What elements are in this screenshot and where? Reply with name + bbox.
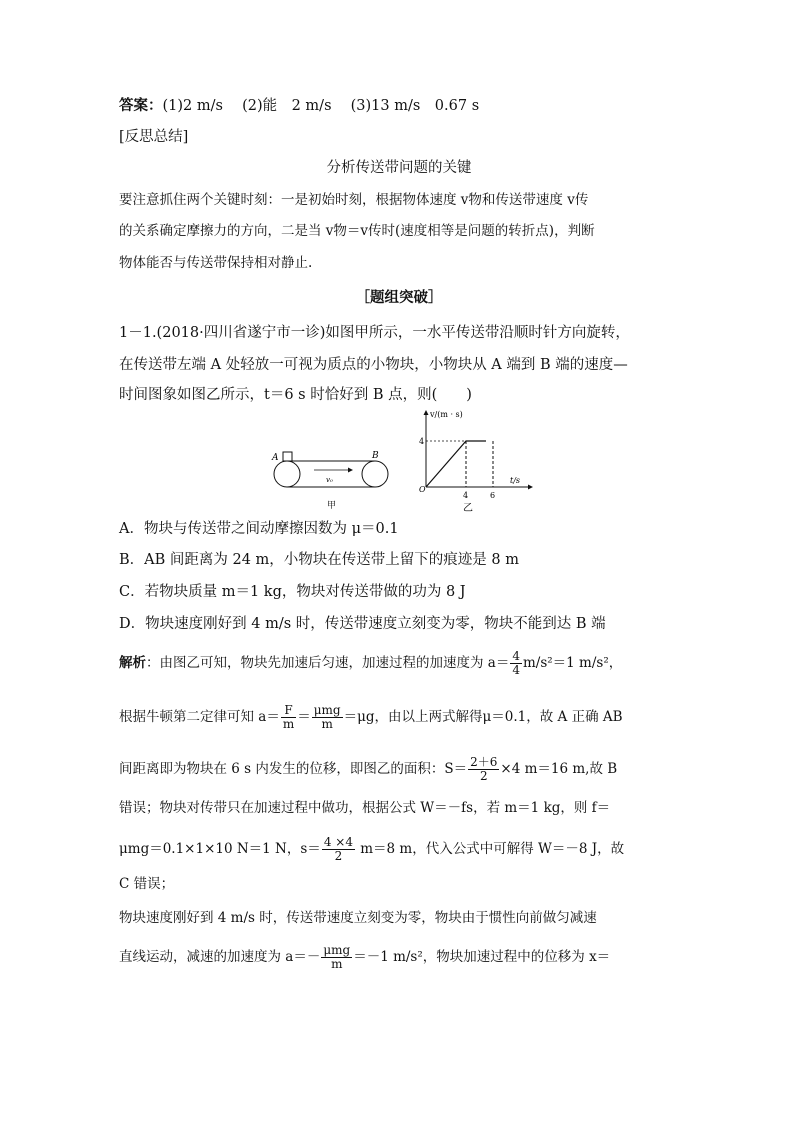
y-axis-label: v/(m · s): [430, 410, 463, 419]
origin-label: O: [419, 485, 426, 494]
frac-den: m: [321, 717, 333, 731]
fraction-f-m: [281, 704, 296, 731]
x-tick-4: 4: [463, 491, 469, 500]
answer-line: [119, 96, 679, 116]
velocity-arrowhead: [348, 468, 353, 473]
reflection-title: 分析传送带问题的关键: [326, 160, 472, 176]
label-a: A: [272, 453, 279, 463]
y-tick-4: 4: [419, 437, 425, 446]
solution-label: 解析: [119, 655, 146, 671]
block: [283, 452, 292, 461]
solution-l8-text: 直线运动，减速的加速度为 a＝－: [119, 949, 321, 965]
label-b: B: [372, 451, 379, 461]
frac-den: 2: [479, 769, 488, 783]
fraction-4-4: [510, 650, 522, 677]
solution-l3-post: ×4 m＝16 m,故 B: [500, 761, 618, 777]
equals-sign: ＝: [297, 709, 311, 725]
x-axis-label: t/s: [510, 476, 521, 485]
option-a: A．物块与传送带之间动摩擦因数为 μ＝0.1: [119, 521, 399, 537]
frac-num: 2＋6: [470, 755, 498, 769]
label-v0: v₀: [326, 476, 333, 484]
reflection-tag: [反思总结]: [119, 129, 189, 145]
frac-num: F: [281, 704, 296, 718]
vt-graph: [410, 407, 534, 515]
frac-num: 4: [512, 649, 520, 663]
fraction-decel: [321, 944, 352, 971]
answer-part-2: (2)能 2 m/s: [242, 98, 332, 114]
x-axis-arrow: [528, 485, 533, 490]
solution-line-6: C 错误；: [119, 876, 175, 892]
y-axis-arrow: [424, 410, 429, 415]
reflection-line-3: 物体能否与传送带保持相对静止.: [119, 255, 313, 271]
solution-l5-text: μmg＝0.1×1×10 N＝1 N，s＝: [119, 841, 321, 857]
solution-l2-text: 根据牛顿第二定律可知 a＝: [119, 709, 280, 725]
solution-line-8: [119, 944, 679, 971]
solution-line-2: [119, 704, 679, 731]
solution-line-3: [119, 756, 679, 783]
fraction-umg-m: [312, 704, 343, 731]
conveyor-figure: [266, 448, 396, 516]
frac-num: 4 ×4: [323, 835, 353, 849]
frac-den: m: [282, 717, 295, 731]
reflection-line-2: 的关系确定摩擦力的方向，二是当 v物＝v传时(速度相等是问题的转折点)，判断: [119, 223, 595, 239]
frac-num: μmg: [323, 943, 351, 957]
reflection-line-1: 要注意抓住两个关键时刻：一是初始时刻，根据物体速度 v物和传送带速度 v传: [119, 192, 589, 208]
solution-l1-post: m/s²＝1 m/s²，: [522, 655, 623, 671]
solution-l2-post: ＝μg，由以上两式解得μ＝0.1，故 A 正确 AB: [343, 709, 623, 725]
frac-num: μmg: [313, 703, 341, 717]
option-b: B．AB 间距离为 24 m，小物块在传送带上留下的痕迹是 8 m: [119, 552, 520, 568]
solution-l1-text: ：由图乙可知，物块先加速后匀速，加速过程的加速度为 a＝: [146, 655, 510, 671]
option-d: D．物块速度刚好到 4 m/s 时，传送带速度立刻变为零，物块不能到达 B 端: [119, 616, 606, 632]
question-line-1: 1－1.(2018·四川省遂宁市一诊)如图甲所示，一水平传送带沿顺时针方向旋转，: [119, 325, 630, 341]
answer-label: 答案：: [119, 98, 163, 114]
solution-line-4: 错误；物块对传带只在加速过程中做功，根据公式 W＝－fs，若 m＝1 kg，则 f＝: [119, 800, 611, 816]
option-c: C．若物块质量 m＝1 kg，物块对传送带做的功为 8 J: [119, 584, 466, 600]
vt-series-line: [426, 441, 486, 487]
answer-part-1: (1)2 m/s: [162, 98, 223, 114]
caption-yi: 乙: [463, 503, 473, 514]
fraction-s: [322, 836, 355, 863]
solution-line-7: 物块速度刚好到 4 m/s 时，传送带速度立刻变为零，物块由于惯性向前做匀减速: [119, 910, 597, 926]
frac-den: m: [331, 957, 343, 971]
solution-l3-text: 间距离即为物块在 6 s 内发生的位移，即图乙的面积：S＝: [119, 761, 468, 777]
question-line-3: 时间图象如图乙所示，t＝6 s 时恰好到 B 点，则( ): [119, 387, 472, 403]
solution-line-1: [119, 650, 679, 677]
left-roller: [274, 461, 300, 487]
solution-line-5: [119, 836, 679, 863]
solution-l5-post: m＝8 m，代入公式中可解得 W＝－8 J，故: [355, 841, 625, 857]
question-line-2: 在传送带左端 A 处轻放一可视为质点的小物块，小物块从 A 端到 B 端的速度—: [119, 357, 628, 373]
solution-l8-post: ＝－1 m/s²，物块加速过程中的位移为 x＝: [353, 949, 611, 965]
frac-den: 2: [334, 849, 343, 863]
frac-den: 4: [512, 663, 520, 677]
answer-part-3: (3)13 m/s 0.67 s: [350, 98, 480, 114]
caption-jia: 甲: [327, 501, 337, 511]
right-roller: [362, 461, 388, 487]
x-tick-6: 6: [490, 491, 496, 500]
section-title: ［题组突破］: [355, 290, 443, 306]
fraction-area: [468, 756, 499, 783]
